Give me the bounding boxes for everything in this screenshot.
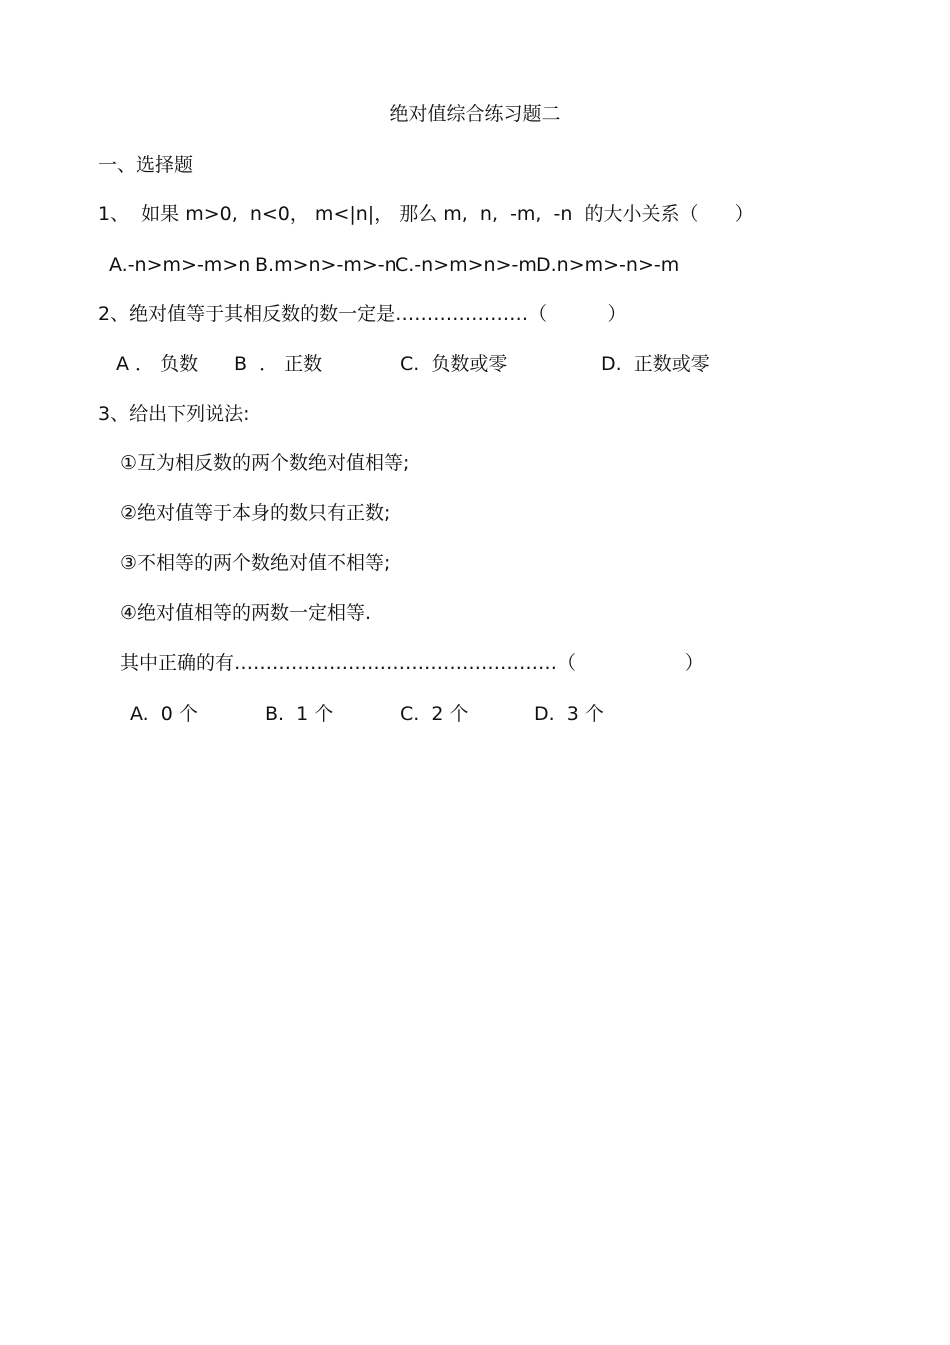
- question-3-statement-3: ③不相等的两个数绝对值不相等;: [120, 552, 391, 574]
- question-3-option-a: A. 0 个: [130, 703, 198, 725]
- question-2-stem: 2、绝对值等于其相反数的数一定是…………………（ ）: [98, 303, 627, 325]
- question-2-option-a: A ． 负数: [116, 353, 199, 375]
- question-2-option-b: B ． 正数: [234, 353, 323, 375]
- question-1-option-a: A.-n>m>-m>n: [109, 254, 251, 276]
- question-3-stem: 3、给出下列说法:: [98, 403, 250, 425]
- question-3-statement-4: ④绝对值相等的两数一定相等.: [120, 602, 372, 624]
- page-title: 绝对值综合练习题二: [389, 103, 561, 125]
- question-1-option-b: B.m>n>-m>-n: [255, 254, 397, 276]
- question-2-option-d: D. 正数或零: [601, 353, 710, 375]
- question-3-option-d: D. 3 个: [534, 703, 604, 725]
- question-1-stem: 1、 如果 m>0, n<0， m<|n|， 那么 m, n, -m, -n 的大小关系（ ）: [98, 203, 754, 225]
- question-3-prompt: 其中正确的有……………………………………………（ ）: [120, 652, 704, 674]
- question-3-option-c: C. 2 个: [400, 703, 469, 725]
- question-1-option-d: D.n>m>-n>-m: [536, 254, 680, 276]
- question-3-statement-1: ①互为相反数的两个数绝对值相等;: [120, 452, 410, 474]
- question-3-option-b: B. 1 个: [265, 703, 334, 725]
- section-heading: 一、选择题: [98, 154, 194, 176]
- question-3-statement-2: ②绝对值等于本身的数只有正数;: [120, 502, 391, 524]
- question-1-option-c: C.-n>m>n>-m: [395, 254, 537, 276]
- question-2-option-c: C. 负数或零: [400, 353, 508, 375]
